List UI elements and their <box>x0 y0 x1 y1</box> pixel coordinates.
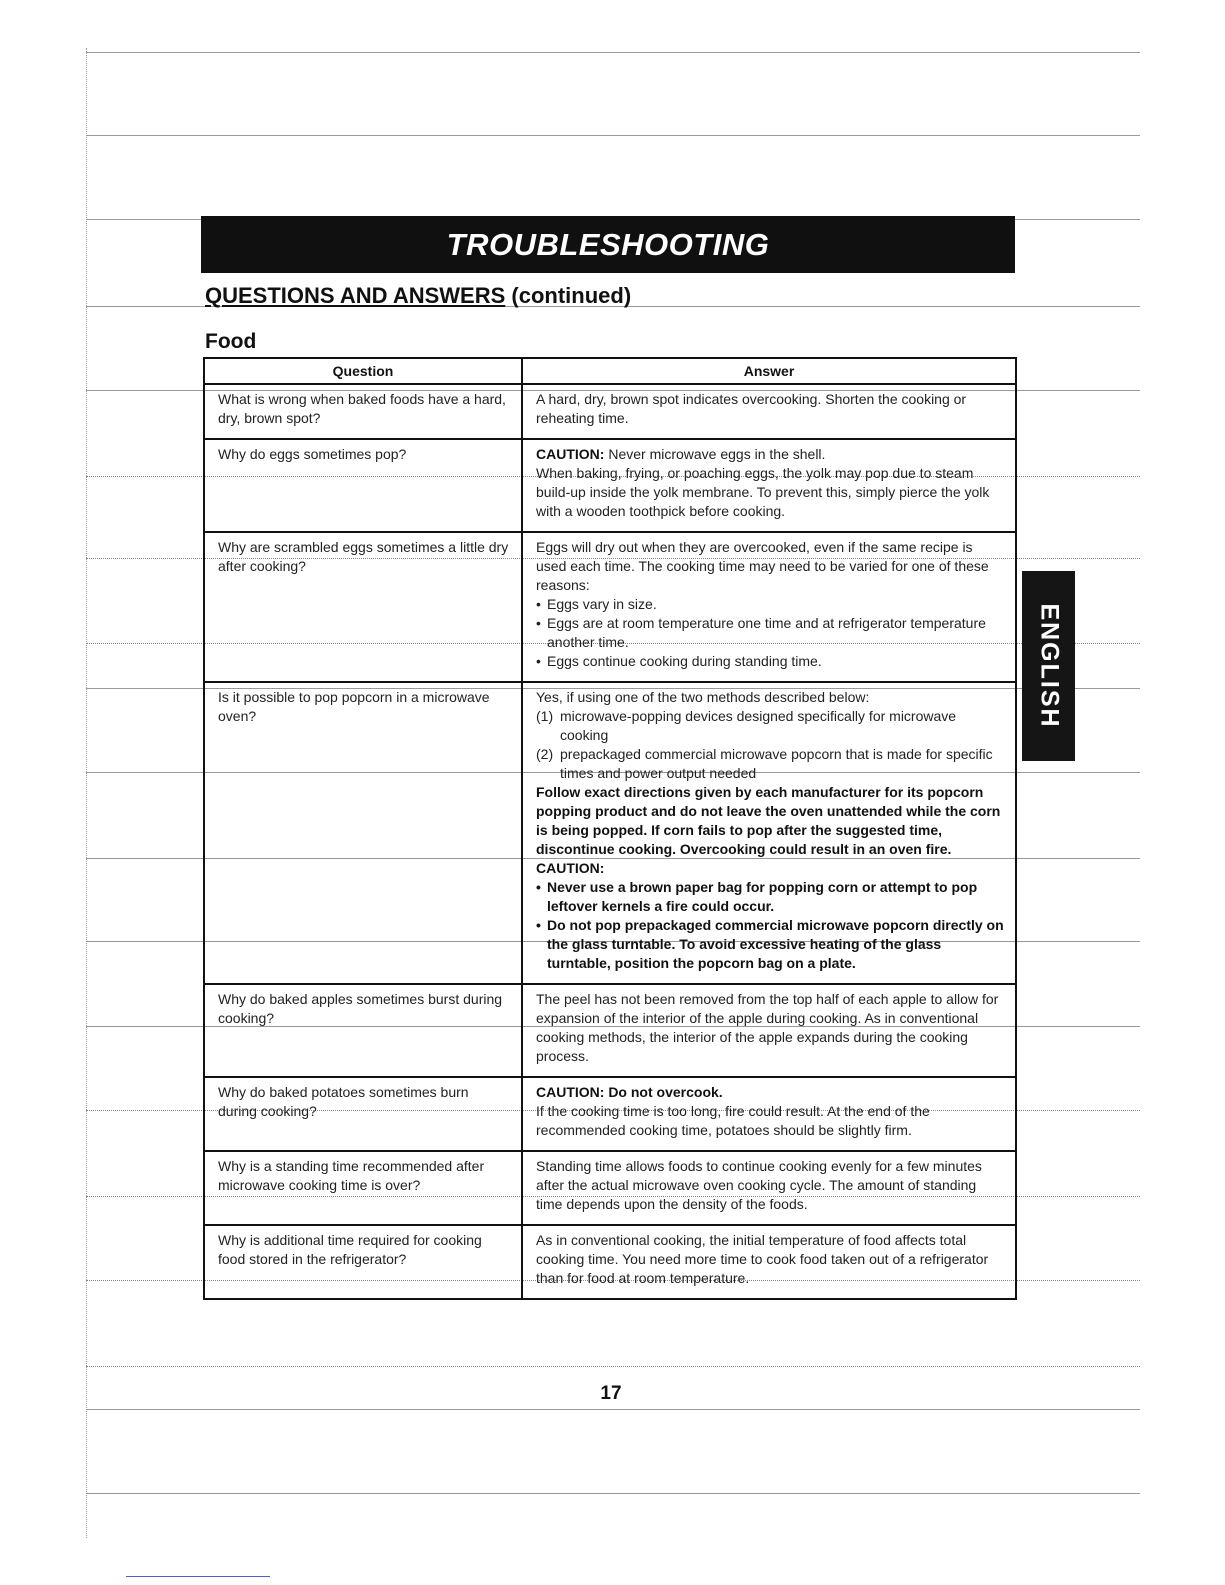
section-heading <box>205 283 631 309</box>
bullet-icon: • <box>536 615 541 631</box>
question-cell: Why is a standing time recommended after microwave cooking time is over? <box>204 1151 522 1225</box>
table-row <box>204 384 1016 439</box>
answer-column-header: Answer <box>522 358 1016 384</box>
list-item: (2) prepackaged commercial microwave popcorn that is made for specific times and power output needed <box>536 746 993 781</box>
page-number: 17 <box>600 1383 622 1404</box>
caution-label: CAUTION: Do not overcook. <box>536 1084 723 1100</box>
footer-link-line <box>126 1576 270 1577</box>
methods-list <box>536 707 1005 783</box>
question-column-header: Question <box>204 358 522 384</box>
caution-list <box>536 878 1005 973</box>
answer-cell <box>522 384 1016 439</box>
section-title: QUESTIONS AND ANSWERS <box>205 283 506 308</box>
table-row <box>204 1151 1016 1225</box>
question-cell: Why do eggs sometimes pop? <box>204 439 522 532</box>
answer-text: The peel has not been removed from the top half of each apple to allow for expansion of the interior of the apple during cooking. As in conventional cooking methods, the interior of the apple expands during the cooking process. <box>536 991 999 1064</box>
table-row <box>204 532 1016 682</box>
table-row <box>204 984 1016 1077</box>
answer-text: Yes, if using one of the two methods described below: <box>536 689 870 705</box>
list-item: • Never use a brown paper bag for popping corn or attempt to pop leftover kernels a fire could occur. <box>536 879 978 914</box>
list-item: • Eggs are at room temperature one time and at refrigerator temperature another time. <box>536 615 986 650</box>
guide-line <box>86 1493 1140 1494</box>
answer-text: As in conventional cooking, the initial temperature of food affects total cooking time. You need more time to cook food taken out of a refrigerator than for food at room temperature. <box>536 1232 989 1286</box>
table-row <box>204 1225 1016 1299</box>
answer-text: When baking, frying, or poaching eggs, the yolk may pop due to steam build-up inside the yolk membrane. To prevent this, simply pierce the yolk with a wooden toothpick before cooking. <box>536 465 990 519</box>
language-tab-label: ENGLISH <box>1035 603 1063 729</box>
answer-cell <box>522 439 1016 532</box>
caution-text: Never microwave eggs in the shell. <box>608 446 826 462</box>
question-cell: Why do baked potatoes sometimes burn during cooking? <box>204 1077 522 1151</box>
guide-line <box>86 52 1140 53</box>
bullet-icon: • <box>536 653 541 669</box>
table-row <box>204 1077 1016 1151</box>
language-tab <box>1022 571 1075 761</box>
margin-guide <box>86 48 87 1538</box>
answer-cell <box>522 1225 1016 1299</box>
page-banner: TROUBLESHOOTING <box>201 216 1015 273</box>
guide-line <box>86 1366 1140 1367</box>
guide-line <box>86 135 1140 136</box>
answer-text: A hard, dry, brown spot indicates overcooking. Shorten the cooking or reheating time. <box>536 391 967 426</box>
list-item: (1) microwave-popping devices designed specifically for microwave cooking <box>536 708 957 743</box>
question-cell: Why are scrambled eggs sometimes a little dry after cooking? <box>204 532 522 682</box>
question-cell: Why do baked apples sometimes burst during cooking? <box>204 984 522 1077</box>
bullet-icon: • <box>536 596 541 612</box>
bullet-icon: • <box>536 917 541 933</box>
list-item: • Do not pop prepackaged commercial microwave popcorn directly on the glass turntable. To avoid excessive heating of the glass turntable, position the popcorn bag on a plate. <box>536 917 1004 971</box>
bullet-icon: • <box>536 879 541 895</box>
table-row <box>204 439 1016 532</box>
warning-text: Follow exact directions given by each manufacturer for its popcorn popping product and do not leave the oven unattended while the corn is being popped. If corn fails to pop after the suggested time, discontinue cooking. Overcooking could result in an oven fire. <box>536 784 1001 857</box>
list-item: • Eggs continue cooking during standing time. <box>536 653 822 669</box>
caution-label: CAUTION: <box>536 446 605 462</box>
answer-cell <box>522 1151 1016 1225</box>
list-item: • Eggs vary in size. <box>536 596 657 612</box>
section-suffix: (continued) <box>511 283 632 308</box>
qa-table <box>203 357 1017 1300</box>
answer-cell <box>522 1077 1016 1151</box>
question-cell: Why is additional time required for cooking food stored in the refrigerator? <box>204 1225 522 1299</box>
question-cell: Is it possible to pop popcorn in a microwave oven? <box>204 682 522 984</box>
caution-label: CAUTION: <box>536 860 605 876</box>
answer-cell <box>522 682 1016 984</box>
answer-text: Standing time allows foods to continue cooking evenly for a few minutes after the actual microwave oven cooking cycle. The amount of standing time depends upon the density of the foods. <box>536 1158 982 1212</box>
caution-line <box>536 445 1005 464</box>
table-row <box>204 682 1016 984</box>
question-cell: What is wrong when baked foods have a hard, dry, brown spot? <box>204 384 522 439</box>
answer-text: Eggs will dry out when they are overcooked, even if the same recipe is used each time. The cooking time may need to be varied for one of these reasons: <box>536 539 989 593</box>
subsection-heading: Food <box>205 330 257 353</box>
answer-cell <box>522 532 1016 682</box>
answer-cell <box>522 984 1016 1077</box>
table-header-row <box>204 358 1016 384</box>
guide-line <box>86 1409 1140 1410</box>
answer-text: If the cooking time is too long, fire could result. At the end of the recommended cooking time, potatoes should be slightly firm. <box>536 1103 930 1138</box>
reasons-list <box>536 595 1005 671</box>
